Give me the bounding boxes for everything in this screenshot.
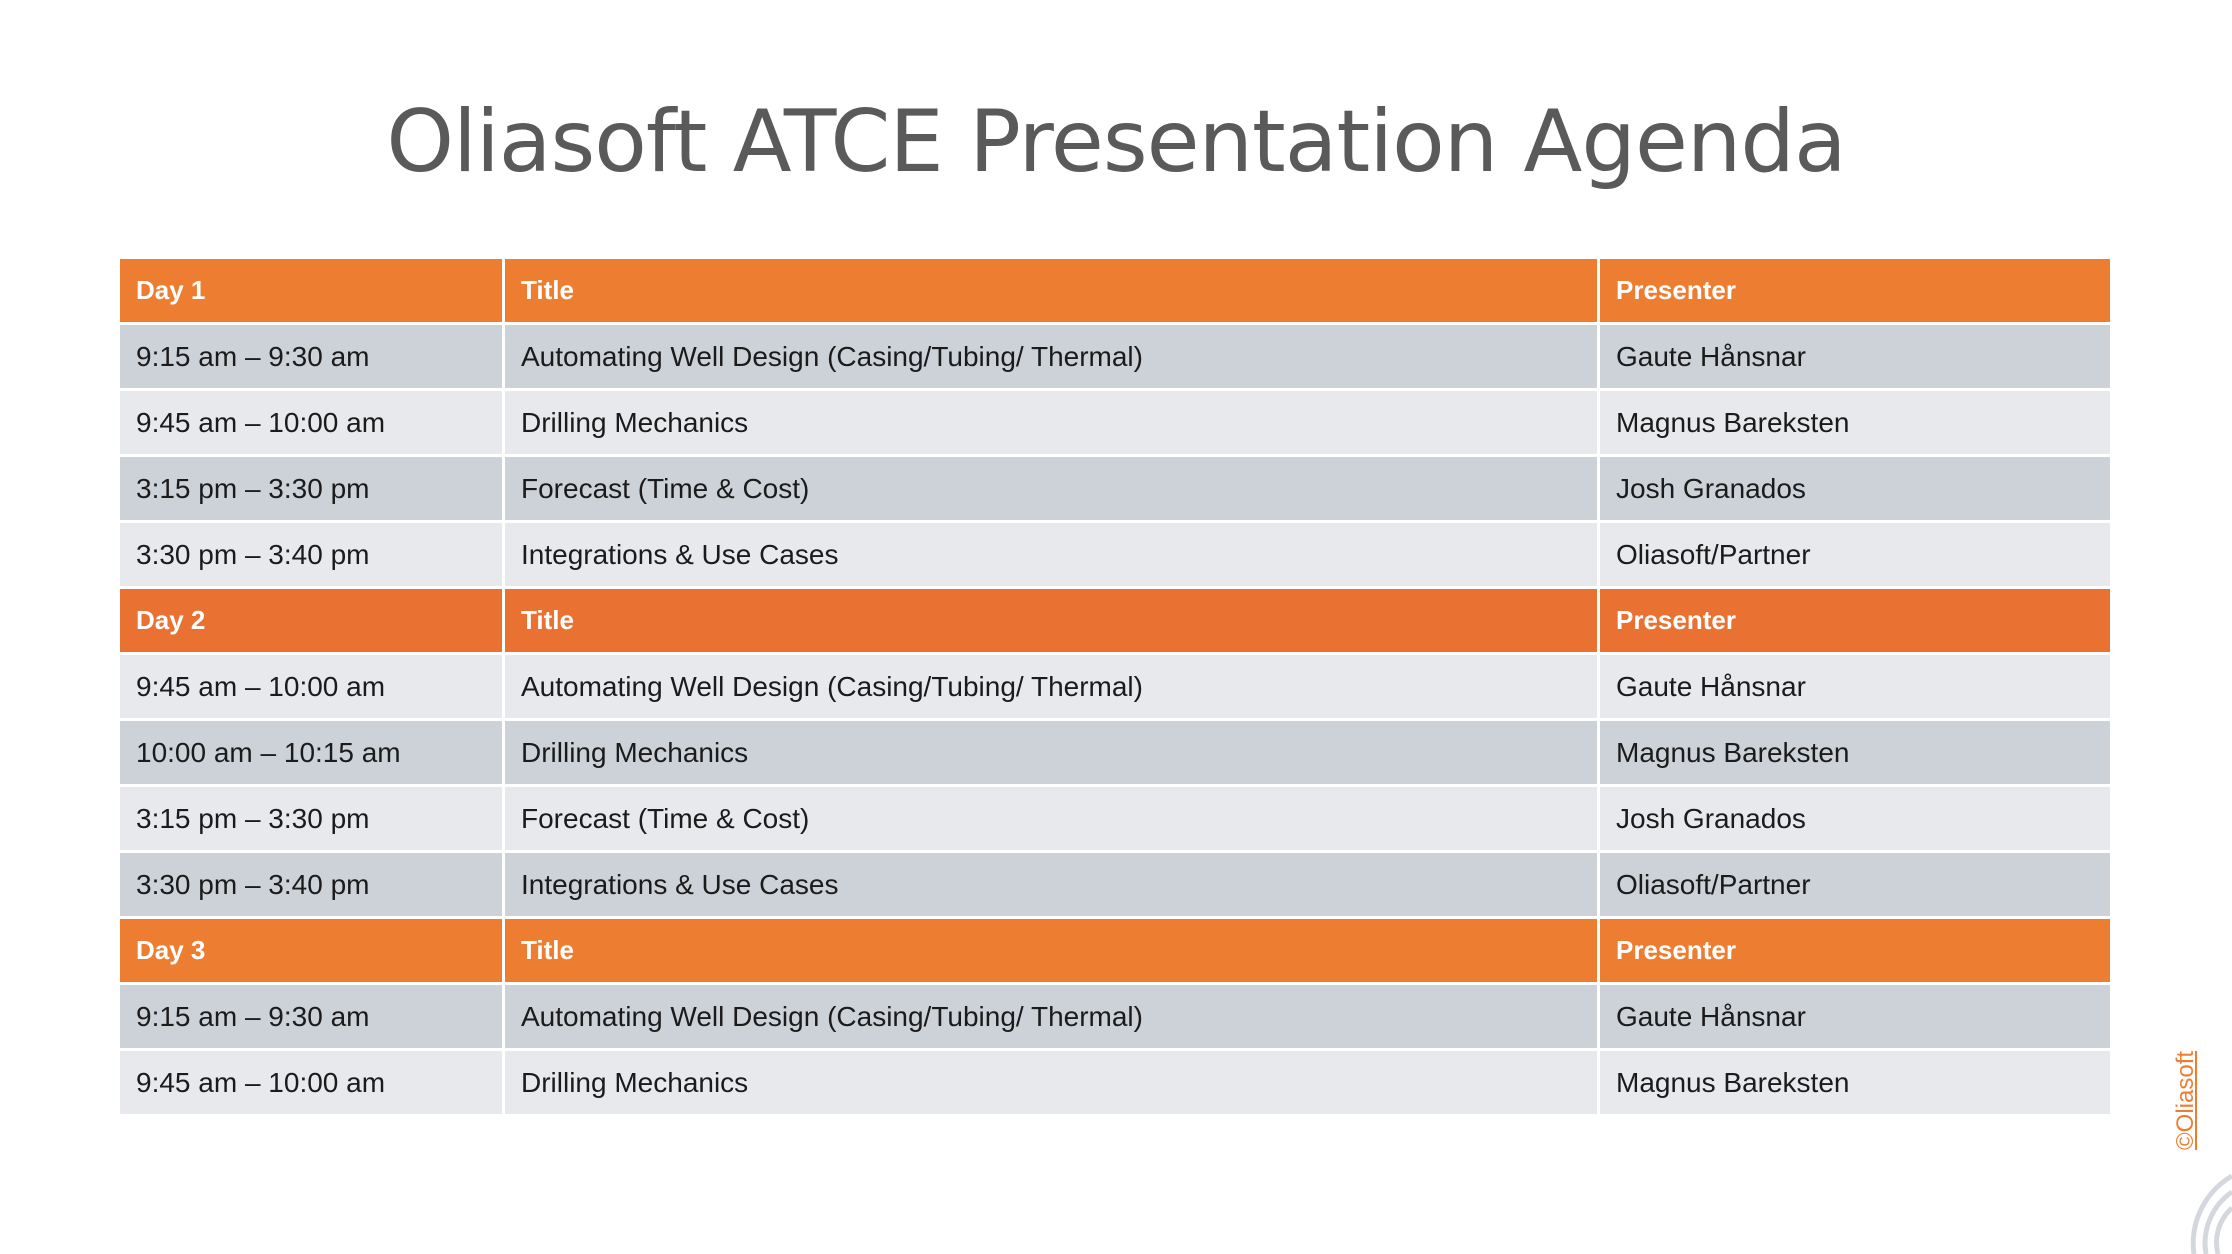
presenter-cell: Oliasoft/Partner: [1600, 523, 2110, 586]
presenter-cell: Magnus Bareksten: [1600, 1051, 2110, 1114]
presenter-cell: Magnus Bareksten: [1600, 391, 2110, 454]
table-row: [120, 457, 2110, 520]
table-row: [120, 721, 2110, 784]
presenter-cell: Josh Granados: [1600, 457, 2110, 520]
title-header-cell: Title: [505, 919, 1597, 982]
session-title-cell: Forecast (Time & Cost): [505, 457, 1597, 520]
presenter-header-cell: Presenter: [1600, 259, 2110, 322]
table-row: [120, 523, 2110, 586]
session-title-cell: Drilling Mechanics: [505, 391, 1597, 454]
time-cell: 9:15 am – 9:30 am: [120, 325, 502, 388]
session-title-cell: Integrations & Use Cases: [505, 523, 1597, 586]
day3-header-row: [120, 919, 2110, 982]
presenter-cell: Josh Granados: [1600, 787, 2110, 850]
page-title: Oliasoft ATCE Presentation Agenda: [386, 92, 1846, 192]
time-cell: 10:00 am – 10:15 am: [120, 721, 502, 784]
day-header-cell: Day 2: [120, 589, 502, 652]
table-row: [120, 391, 2110, 454]
presenter-cell: Oliasoft/Partner: [1600, 853, 2110, 916]
copyright-link[interactable]: ©Oliasoft: [2172, 1050, 2199, 1150]
title-header-cell: Title: [505, 589, 1597, 652]
session-title-cell: Drilling Mechanics: [505, 721, 1597, 784]
session-title-cell: Automating Well Design (Casing/Tubing/ Thermal): [505, 985, 1597, 1048]
table-row: [120, 655, 2110, 718]
presenter-cell: Gaute Hånsnar: [1600, 325, 2110, 388]
time-cell: 9:45 am – 10:00 am: [120, 1051, 502, 1114]
time-cell: 3:30 pm – 3:40 pm: [120, 523, 502, 586]
presenter-header-cell: Presenter: [1600, 589, 2110, 652]
title-header-cell: Title: [505, 259, 1597, 322]
day-header-cell: Day 1: [120, 259, 502, 322]
table-row: [120, 853, 2110, 916]
table-row: [120, 787, 2110, 850]
table-row: [120, 325, 2110, 388]
presenter-header-cell: Presenter: [1600, 919, 2110, 982]
table-row: [120, 985, 2110, 1048]
day-header-cell: Day 3: [120, 919, 502, 982]
day2-header-row: [120, 589, 2110, 652]
session-title-cell: Drilling Mechanics: [505, 1051, 1597, 1114]
time-cell: 9:15 am – 9:30 am: [120, 985, 502, 1048]
table-row: [120, 1051, 2110, 1114]
time-cell: 3:15 pm – 3:30 pm: [120, 457, 502, 520]
session-title-cell: Automating Well Design (Casing/Tubing/ Thermal): [505, 325, 1597, 388]
session-title-cell: Integrations & Use Cases: [505, 853, 1597, 916]
presenter-cell: Magnus Bareksten: [1600, 721, 2110, 784]
logo-arcs-icon: [2190, 1170, 2232, 1254]
time-cell: 3:15 pm – 3:30 pm: [120, 787, 502, 850]
presenter-cell: Gaute Hånsnar: [1600, 985, 2110, 1048]
day1-header-row: [120, 259, 2110, 322]
session-title-cell: Automating Well Design (Casing/Tubing/ Thermal): [505, 655, 1597, 718]
presenter-cell: Gaute Hånsnar: [1600, 655, 2110, 718]
agenda-table: [117, 256, 2113, 1117]
time-cell: 9:45 am – 10:00 am: [120, 655, 502, 718]
session-title-cell: Forecast (Time & Cost): [505, 787, 1597, 850]
time-cell: 3:30 pm – 3:40 pm: [120, 853, 502, 916]
time-cell: 9:45 am – 10:00 am: [120, 391, 502, 454]
